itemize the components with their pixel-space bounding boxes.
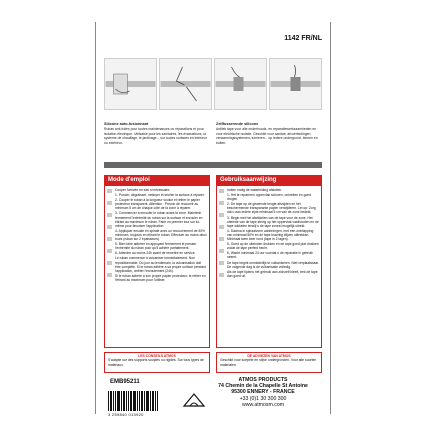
description-fr [104, 122, 210, 145]
step-fr: 6- Attendre au moins 24h avant de remettre en service. [115, 251, 196, 256]
description-nl-text: Antilek tape voor alle onderhouds- en reparatiewerkzaamheden en voor elektrische isolatie. Geschikt voor sanitair, afvoerleidingen, verwarmingssystemen, tuinieren... op iedere ondergrond, binnen en buiten. [216, 127, 318, 145]
divider-band [104, 162, 322, 168]
method-title-fr: Mode d'emploi [104, 175, 210, 185]
packaging-card [95, 22, 331, 417]
tips-text-fr: S'adapte sur des supports souples ou rigides. Sur tous types de matériaux. [108, 358, 204, 367]
method-box-nl [216, 185, 322, 348]
step-fr: Couper l'arrivée en eau si nécessaire. [115, 188, 171, 192]
illustration-step-1 [104, 58, 157, 110]
step-fr: 1- Poncer, dégraisser, nettoyer et sécher la surface à réparer. [115, 193, 205, 198]
description-nl [216, 122, 322, 145]
company-street: 74 Chemin de la Chapelle St Antoine [218, 383, 308, 390]
tips-box-nl [216, 352, 322, 373]
step-nl: 3- Begin met het afwikkelen van de tape voor de zone. Het uiteinde van de tape stevig op het oppervlak vasthouden en de tape wikkelen terwijl u de tape zoveel mogelijk uitrekt. [227, 215, 319, 228]
step-fr: 3- Commencer à enrouler le ruban avant la zone. Maintenir fermement l'extrémité du ruban sur la surface et enrouler en étirant au maximum le ruban. Faire un premier tour sur lui-même pour favoriser l'application. [115, 211, 203, 228]
step-nl: 6- Wacht minimaal 24 uur voordat u de reparatie in gebruik neemt. [227, 251, 313, 260]
company-phone: +33 (0)1 30 300 300 [239, 395, 287, 402]
step-nl: 5- Goed op de uiteinden drukken en de tape goed plat drukken zodat de tape perfect hecht. [227, 242, 319, 251]
product-code: 1142 FR/NL [284, 35, 322, 42]
step-nl: Indien nodig de waterleiding afsluiten. [227, 188, 283, 192]
step-icons-nl [219, 189, 225, 285]
company-name: ATMOS PRODUCTS [238, 377, 288, 383]
illustration-step-4 [269, 58, 322, 110]
barcode [108, 391, 164, 411]
steps-nl [227, 188, 319, 279]
description-nl-title: Zelffusserende silicone [216, 122, 259, 126]
method-box-fr [104, 185, 210, 348]
step-nl: 4- Daarna in spiraalvorm aanbrengen, met een overlapping van minimaal 50% en de tape krachtig blijven uittrekken. Minimaal twee keer rond (tape in 2 lagen). [227, 228, 314, 242]
step-fr: Le ruban commence à vulcaniser immédiatement. Non repositionnable. Du jour au lendemain, la vulcanisation doit être complète. Si le ruban adhère à sa propre surface pendant l'application, arrêter l'enroulement (24h). [115, 256, 206, 273]
illustration-step-3 [214, 58, 267, 110]
step-fr: 5- Bien faire adhérer en appuyant fermement et presser l'extrémité du ruban pour qu'il adhère parfaitement. [115, 242, 197, 251]
method-title-nl: Gebruiksaanwijzing [216, 175, 322, 185]
tips-title-nl: DE ADVIEZEN VAN ATMOS [247, 354, 291, 358]
barcode-number: 3 259840 013920 [108, 412, 144, 417]
description-fr-title: Silicone auto-fusionnant [104, 122, 149, 126]
reference-code: EMB95211 [110, 379, 140, 385]
step-nl: De tape begint onmiddellijk te vulkaniseren. Niet verplaatsbaar. De volgende dag is de vulkanisatie volledig. [227, 260, 319, 269]
step-nl: 2- De tape op de gewenste lengte afsnijden en het beschermende transparante papier verwijderen. Let op: Zorg dat u aan iedere zijde minimaal 5 cm van de zone bedekt. [227, 202, 316, 215]
tips-text-nl: Geschikt voor soepele en stijve ondergronden. Voor alle soorten materialen. [220, 358, 317, 367]
step-fr: 4- Appliquer ensuite en spirale avec un recouvrement de 50% minimum, toujours en étirant le ruban. Effectuer au moins deux tours (ruban sur 2 épaisseurs). [115, 228, 207, 242]
steps-fr [115, 188, 207, 283]
company-web: www.atmosm.com [241, 401, 285, 408]
company-address [208, 377, 318, 408]
company-city: 95300 ENNERY - FRANCE [231, 389, 295, 396]
description-fr-text: Ruban anti-fuites pour toutes maintenances ou réparations et pour isolation électrique. Utilisable pour les sanitaires, les évacuations, la systeme de chauffage, le jardinage... sur toutes surfaces en intérieur ou extérieur. [104, 127, 207, 145]
step-fr: Si le ruban adhère à son propre papier protecteur, le retirer en l'étirant au maximum pour l'utiliser. [115, 273, 206, 282]
instruction-illustrations [104, 58, 322, 110]
step-icons-fr [107, 189, 113, 285]
step-nl: Als de tape tijdens het gebruik aan zichzelf kleeft, trek de tape dan goed uit. [227, 269, 318, 278]
tips-title-fr: LES CONSEILS ATMOS [138, 354, 176, 358]
atmos-logo-icon [182, 392, 206, 408]
illustration-step-2 [159, 58, 212, 110]
step-fr: 2- Couper le ruban à la longueur voulue et retirer le papier protecteur transparent. Attention : Prévoir de recouvrir au minimum 5 cm de chaque côté de la zone à réparer. [115, 198, 200, 211]
step-nl: 1- Het te repareren oppervlak schuren, ontvetten en goed drogen. [227, 193, 311, 202]
tips-box-fr [104, 352, 210, 373]
